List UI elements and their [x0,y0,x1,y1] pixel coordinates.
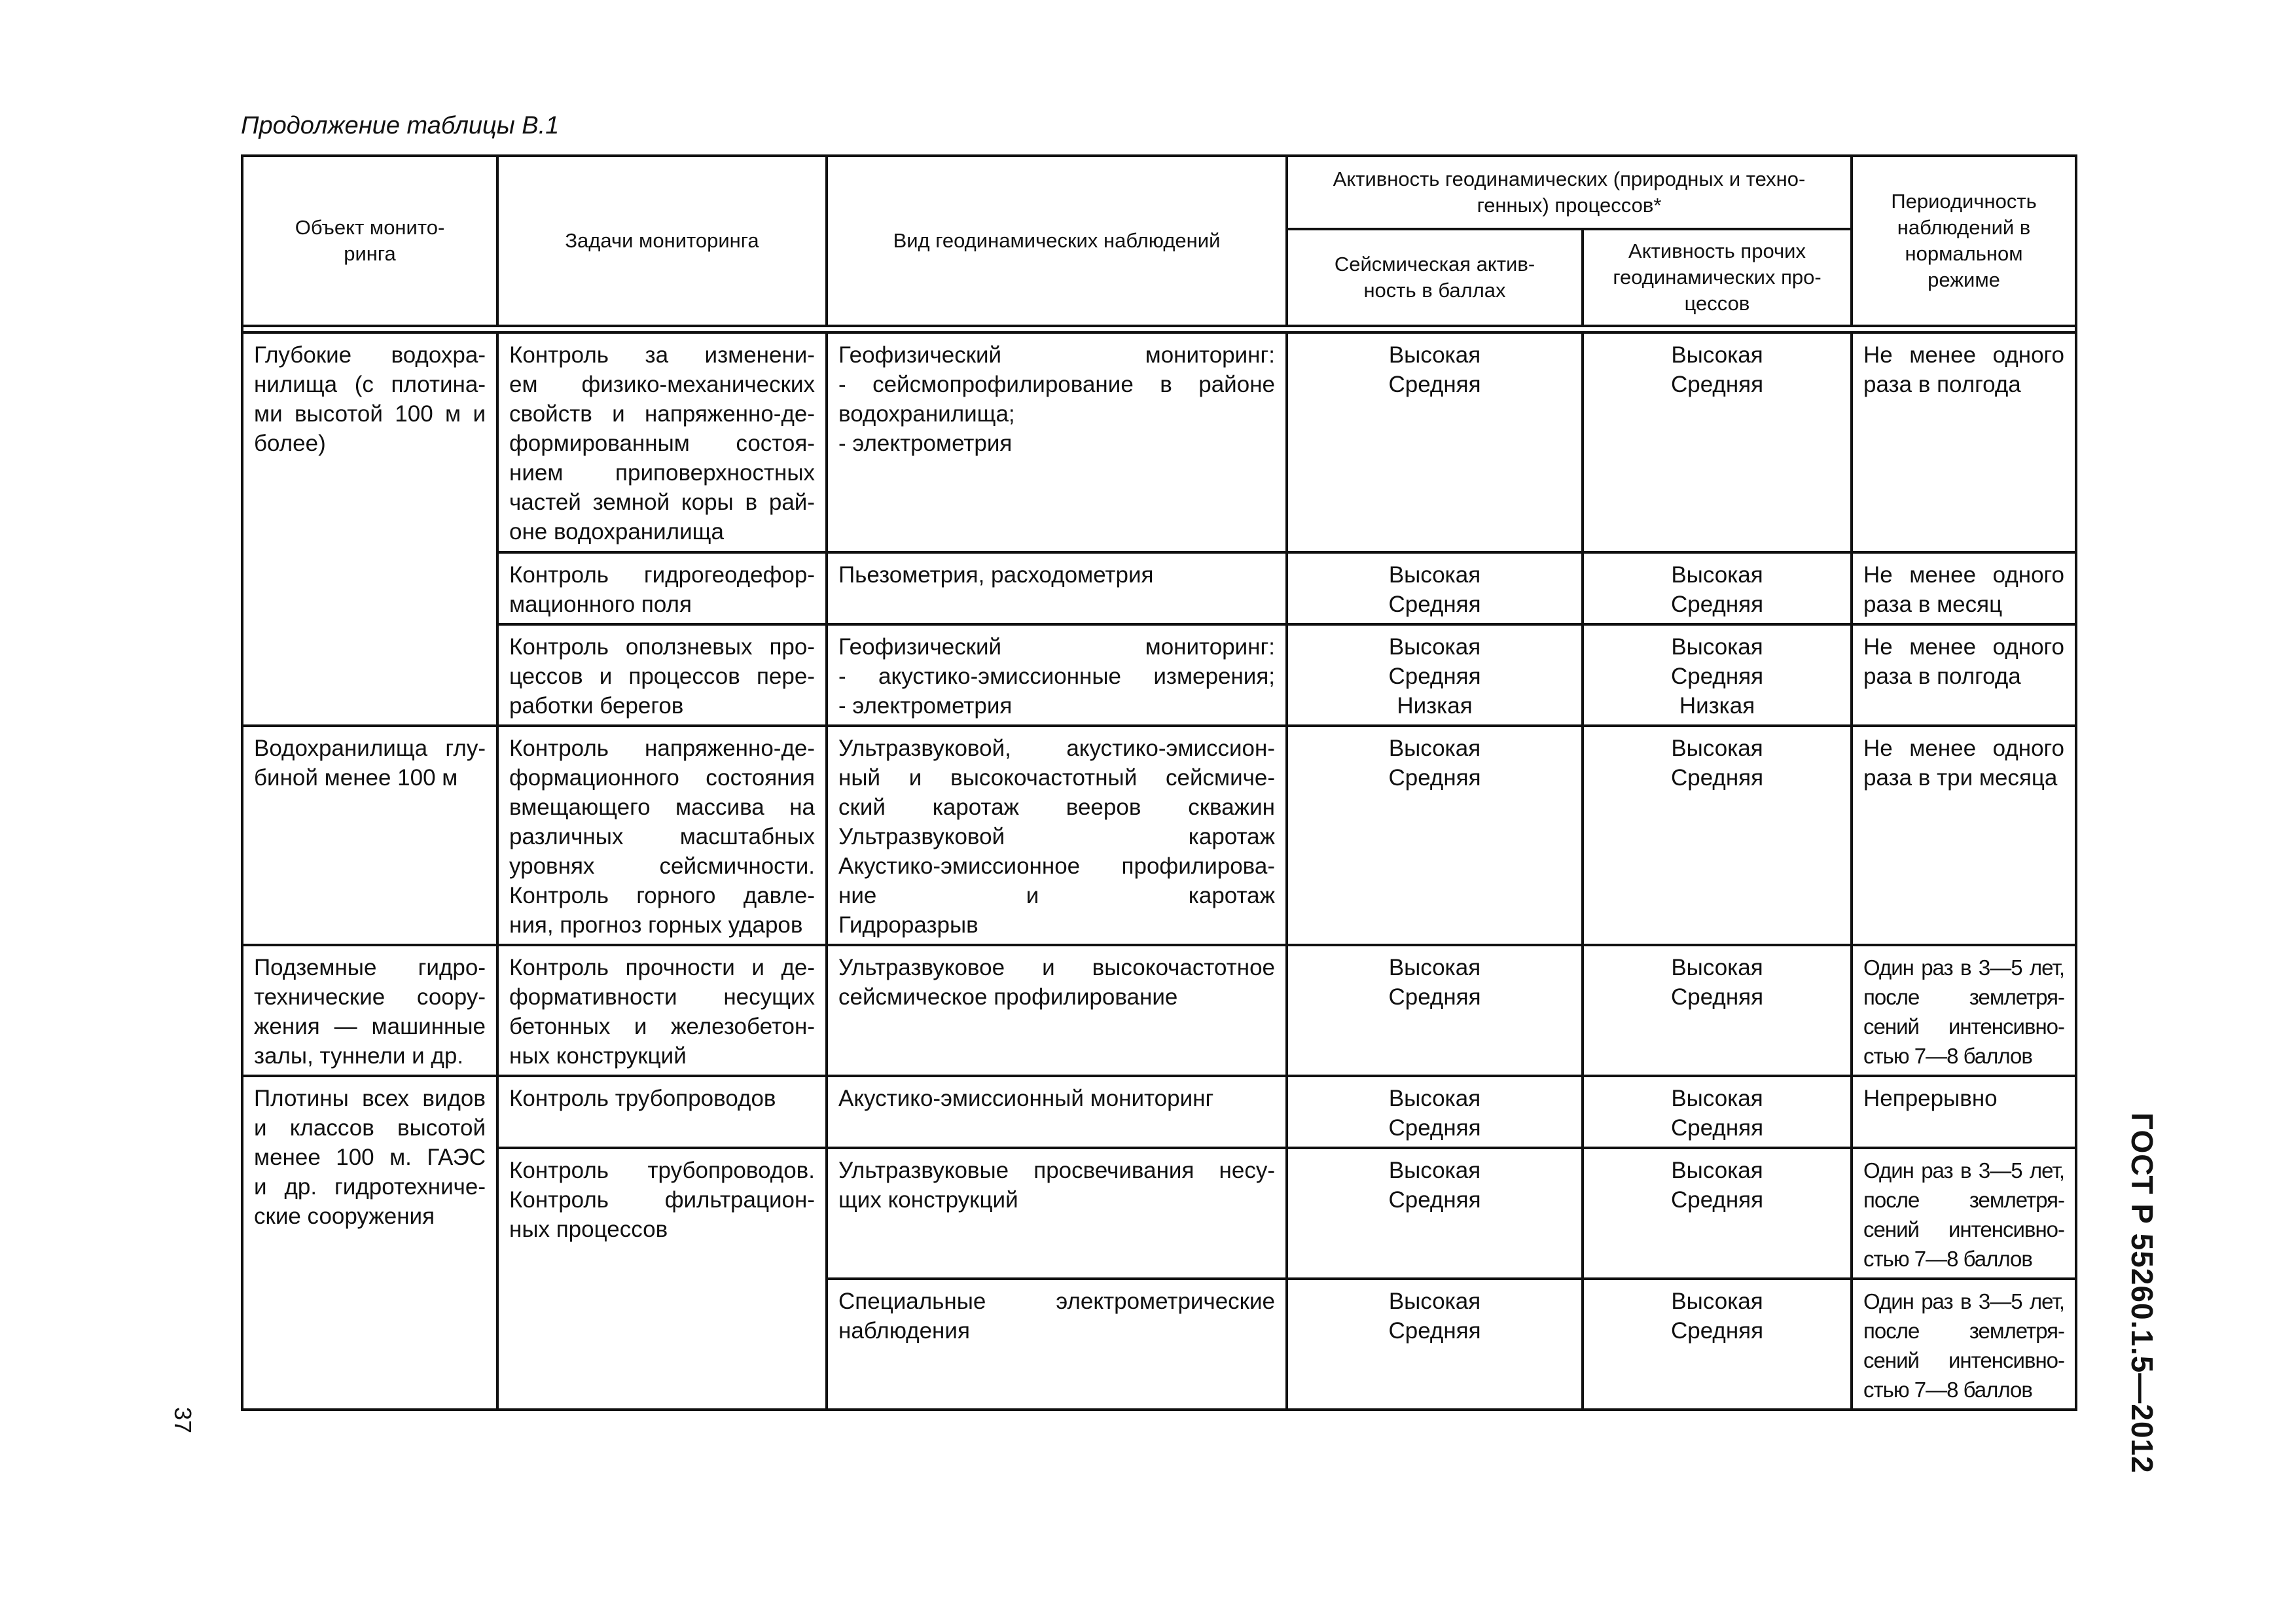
table-row [242,726,2076,945]
cell-seismic-activity [1287,552,1583,624]
cell-text-line: раза в три месяца [1863,765,2058,791]
cell-seismic-activity [1287,1148,1583,1279]
cell-observation-type [827,1148,1287,1279]
cell-text-line: Активность геодинамических (природных и техно- [1333,168,1806,190]
cell-text-line: Средняя [1670,984,1764,1010]
cell-object [242,726,497,945]
cell-task [497,332,827,552]
cell-text-line: Объект монито- [295,216,445,239]
cell-other-activity [1583,1279,1852,1410]
cell-text-line: Низкая [1679,693,1755,719]
cell-text-line: раза в месяц [1863,592,2003,617]
cell-observation-type [827,726,1287,945]
cell-text-line: жения — машинные [254,1014,486,1039]
header-seismic-activity [1287,229,1583,326]
cell-observation-type [827,945,1287,1076]
cell-task [497,552,827,624]
cell-periodicity [1852,552,2076,624]
cell-text-line: уровнях сейсмичности. [509,853,815,879]
cell-seismic-activity [1287,332,1583,552]
cell-observation-type [827,1279,1287,1410]
cell-text-line: ский каротаж вееров скважин [838,794,1275,820]
cell-text-line: - сейсмопрофилирование в районе [838,372,1275,397]
cell-text-line: Контроль прочности и де- [509,955,815,980]
cell-text-line: Высокая [1671,1086,1763,1111]
cell-text-line: режиме [1928,268,2000,291]
cell-text-line: Активность прочих [1628,240,1806,262]
cell-text-line: водохранилища; [838,401,1015,427]
cell-text-line: стью 7—8 баллов [1863,1247,2032,1271]
cell-text-line: и классов высотой [254,1115,486,1141]
cell-text-line: Контроль фильтрацион- [509,1187,815,1213]
cell-text-line: менее 100 м. ГАЭС [254,1145,486,1170]
cell-text-line: Средняя [1388,1187,1481,1213]
cell-text-line: частей земной коры в рай- [509,490,815,515]
cell-text-line: Не менее одного [1863,342,2065,368]
header-other-activity [1583,229,1852,326]
cell-text-line: Высокая [1388,634,1481,660]
header-object [242,156,497,326]
cell-periodicity [1852,1148,2076,1279]
cell-text-line: Контроль за изменени- [509,342,815,368]
cell-text-line: оне водохранилища [509,519,724,544]
cell-text-line: Геофизический мониторинг: [838,634,1275,660]
cell-text-line: раза в полгода [1863,664,2021,689]
cell-text-line: Высокая [1671,955,1763,980]
cell-object [242,945,497,1076]
cell-text-line: сений интенсивно- [1863,1217,2065,1241]
cell-text-line: Высокая [1388,1086,1481,1111]
cell-text-line: Высокая [1671,634,1763,660]
cell-text-line: Высокая [1671,1158,1763,1183]
table-row [242,624,2076,726]
cell-text-line: ных конструкций [509,1043,687,1069]
cell-other-activity [1583,552,1852,624]
cell-text-line: Средняя [1670,1187,1764,1213]
cell-text-line: Низкая [1397,693,1473,719]
header-double-rule [242,326,2076,332]
cell-other-activity [1583,332,1852,552]
cell-text-line: формированным состоя- [509,431,815,456]
cell-text-line: и др. гидротехниче- [254,1174,486,1200]
table-row [242,552,2076,624]
cell-periodicity [1852,726,2076,945]
cell-text-line: Средняя [1670,592,1764,617]
header-periodicity [1852,156,2076,326]
cell-text-line: формативности несущих [509,984,815,1010]
cell-text-line: ных процессов [509,1217,668,1242]
cell-seismic-activity [1287,726,1583,945]
cell-text-line: Ультразвуковой, акустико-эмиссион- [838,736,1275,761]
cell-text-line: Высокая [1671,1289,1763,1314]
cell-periodicity [1852,332,2076,552]
cell-text-line: Высокая [1388,1289,1481,1314]
cell-text-line: Высокая [1388,736,1481,761]
cell-text-line: Геофизический мониторинг: [838,342,1275,368]
cell-text-line: после землетря- [1863,1188,2065,1212]
cell-text-line: ность в баллах [1363,279,1506,302]
cell-object [242,1076,497,1410]
cell-text-line: - акустико-эмиссионные измерения; [838,664,1275,689]
cell-text-line: Ультразвуковые просвечивания несу- [838,1158,1275,1183]
cell-task [497,1076,827,1148]
cell-observation-type [827,552,1287,624]
cell-text-line: нормальном [1905,242,2023,265]
cell-text-line: Гидроразрыв [838,912,978,938]
cell-text-line: Средняя [1388,765,1481,791]
cell-text-line: залы, туннели и др. [254,1043,464,1069]
cell-text-line: Высокая [1671,562,1763,588]
cell-text-line: сений интенсивно- [1863,1014,2065,1039]
cell-text-line: щих конструкций [838,1187,1018,1213]
cell-text-line: ские сооружения [254,1204,435,1229]
cell-text-line: бетонных и железобетон- [509,1014,815,1039]
header-observation-type [827,156,1287,326]
table-row [242,1148,2076,1279]
cell-text-line: нилища (с плотина- [254,372,486,397]
cell-text-line: Ультразвуковое и высокочастотное [838,955,1275,980]
cell-text-line: биной менее 100 м [254,765,458,791]
cell-text-line: Высокая [1388,955,1481,980]
cell-text-line: Средняя [1670,664,1764,689]
cell-text-line: геодинамических про- [1613,266,1821,289]
cell-text-line: сений интенсивно- [1863,1348,2065,1372]
cell-text-line: свойств и напряженно-де- [509,401,815,427]
cell-text-line: Непрерывно [1863,1086,1998,1111]
cell-text-line: вмещающего массива на [509,794,815,820]
cell-text-line: цессов и процессов пере- [509,664,815,689]
cell-text-line: Контроль трубопроводов [509,1086,776,1111]
cell-text-line: Высокая [1671,736,1763,761]
cell-text-line: Ультразвуковой каротаж [838,824,1275,849]
cell-text-line: наблюдения [838,1318,970,1344]
cell-text-line: стью 7—8 баллов [1863,1378,2032,1402]
cell-text-line: Высокая [1388,562,1481,588]
cell-seismic-activity [1287,945,1583,1076]
cell-text-line: сейсмическое профилирование [838,984,1178,1010]
cell-text-line: Контроль напряженно-де- [509,736,815,761]
header-activity-group [1287,156,1852,229]
cell-text-line: Один раз в 3—5 лет, [1863,1158,2065,1183]
cell-periodicity [1852,945,2076,1076]
cell-text-line: Средняя [1388,592,1481,617]
cell-other-activity [1583,726,1852,945]
table-row [242,1076,2076,1148]
table-row [242,332,2076,552]
cell-seismic-activity [1287,1279,1583,1410]
cell-text-line: Не менее одного [1863,562,2065,588]
cell-text-line: Средняя [1388,664,1481,689]
cell-text-line: Средняя [1670,1318,1764,1344]
cell-text-line: Пьезометрия, расходометрия [838,562,1154,588]
cell-text-line: технические соору- [254,984,486,1010]
cell-text-line: Высокая [1388,1158,1481,1183]
cell-text-line: после землетря- [1863,1319,2065,1343]
table-caption: Продолжение таблицы В.1 [241,112,560,139]
table-row [242,945,2076,1076]
cell-text-line: Средняя [1388,1115,1481,1141]
cell-text-line: ем физико-механических [509,372,815,397]
cell-other-activity [1583,624,1852,726]
cell-observation-type [827,1076,1287,1148]
cell-observation-type [827,332,1287,552]
cell-text-line: Задачи мониторинга [565,229,759,252]
cell-other-activity [1583,1148,1852,1279]
cell-text-line: Средняя [1388,984,1481,1010]
cell-object [242,332,497,726]
cell-text-line: Периодичность [1891,190,2037,213]
cell-text-line: Акустико-эмиссионное профилирова- [838,853,1275,879]
cell-text-line: ринга [344,242,396,265]
cell-text-line: Средняя [1388,1318,1481,1344]
cell-text-line: Подземные гидро- [254,955,486,980]
cell-periodicity [1852,624,2076,726]
cell-text-line: Специальные электрометрические [838,1289,1275,1314]
cell-text-line: Средняя [1388,372,1481,397]
cell-task [497,1148,827,1410]
document-code: ГОСТ Р 55260.1.5—2012 [2125,1113,2159,1474]
cell-text-line: Водохранилища глу- [254,736,486,761]
cell-text-line: ния, прогноз горных ударов [509,912,803,938]
cell-text-line: - электрометрия [838,693,1013,719]
cell-text-line: Не менее одного [1863,634,2065,660]
cell-seismic-activity [1287,1076,1583,1148]
cell-text-line: работки берегов [509,693,684,719]
cell-text-line: Вид геодинамических наблюдений [893,229,1221,252]
cell-text-line: Средняя [1670,372,1764,397]
cell-text-line: мационного поля [509,592,692,617]
cell-text-line: нием приповерхностных [509,460,815,486]
cell-text-line: Контроль оползневых про- [509,634,815,660]
cell-text-line: Акустико-эмиссионный мониторинг [838,1086,1214,1111]
cell-other-activity [1583,945,1852,1076]
cell-text-line: раза в полгода [1863,372,2021,397]
cell-text-line: более) [254,431,326,456]
header-task [497,156,827,326]
cell-seismic-activity [1287,624,1583,726]
cell-text-line: ми высотой 100 м и [254,401,486,427]
cell-text-line: Контроль трубопроводов. [509,1158,815,1183]
cell-periodicity [1852,1076,2076,1148]
cell-text-line: Средняя [1670,765,1764,791]
cell-text-line: различных масштабных [509,824,815,849]
cell-text-line: формационного состояния [509,765,815,791]
cell-task [497,726,827,945]
cell-text-line: Высокая [1388,342,1481,368]
cell-text-line: ние и каротаж [838,883,1275,908]
cell-task [497,945,827,1076]
monitoring-table [241,154,2075,1411]
cell-text-line: Один раз в 3—5 лет, [1863,955,2065,980]
cell-text-line: стью 7—8 баллов [1863,1044,2032,1068]
cell-text-line: Сейсмическая актив- [1334,253,1535,276]
cell-text-line: Глубокие водохра- [254,342,486,368]
cell-text-line: - электрометрия [838,431,1013,456]
cell-text-line: Средняя [1670,1115,1764,1141]
cell-text-line: цессов [1684,292,1750,315]
cell-text-line: Один раз в 3—5 лет, [1863,1289,2065,1313]
cell-task [497,624,827,726]
cell-text-line: Контроль гидрогеодефор- [509,562,815,588]
cell-text-line: Плотины всех видов [254,1086,486,1111]
cell-text-line: Контроль горного давле- [509,883,815,908]
cell-text-line: ный и высокочастотный сейсмиче- [838,765,1275,791]
cell-text-line: генных) процессов* [1477,194,1662,217]
page-number: 37 [170,1407,196,1434]
cell-periodicity [1852,1279,2076,1410]
cell-other-activity [1583,1076,1852,1148]
cell-text-line: Высокая [1671,342,1763,368]
cell-text-line: Не менее одного [1863,736,2065,761]
cell-text-line: после землетря- [1863,985,2065,1009]
cell-observation-type [827,624,1287,726]
cell-text-line: наблюдений в [1897,216,2031,239]
